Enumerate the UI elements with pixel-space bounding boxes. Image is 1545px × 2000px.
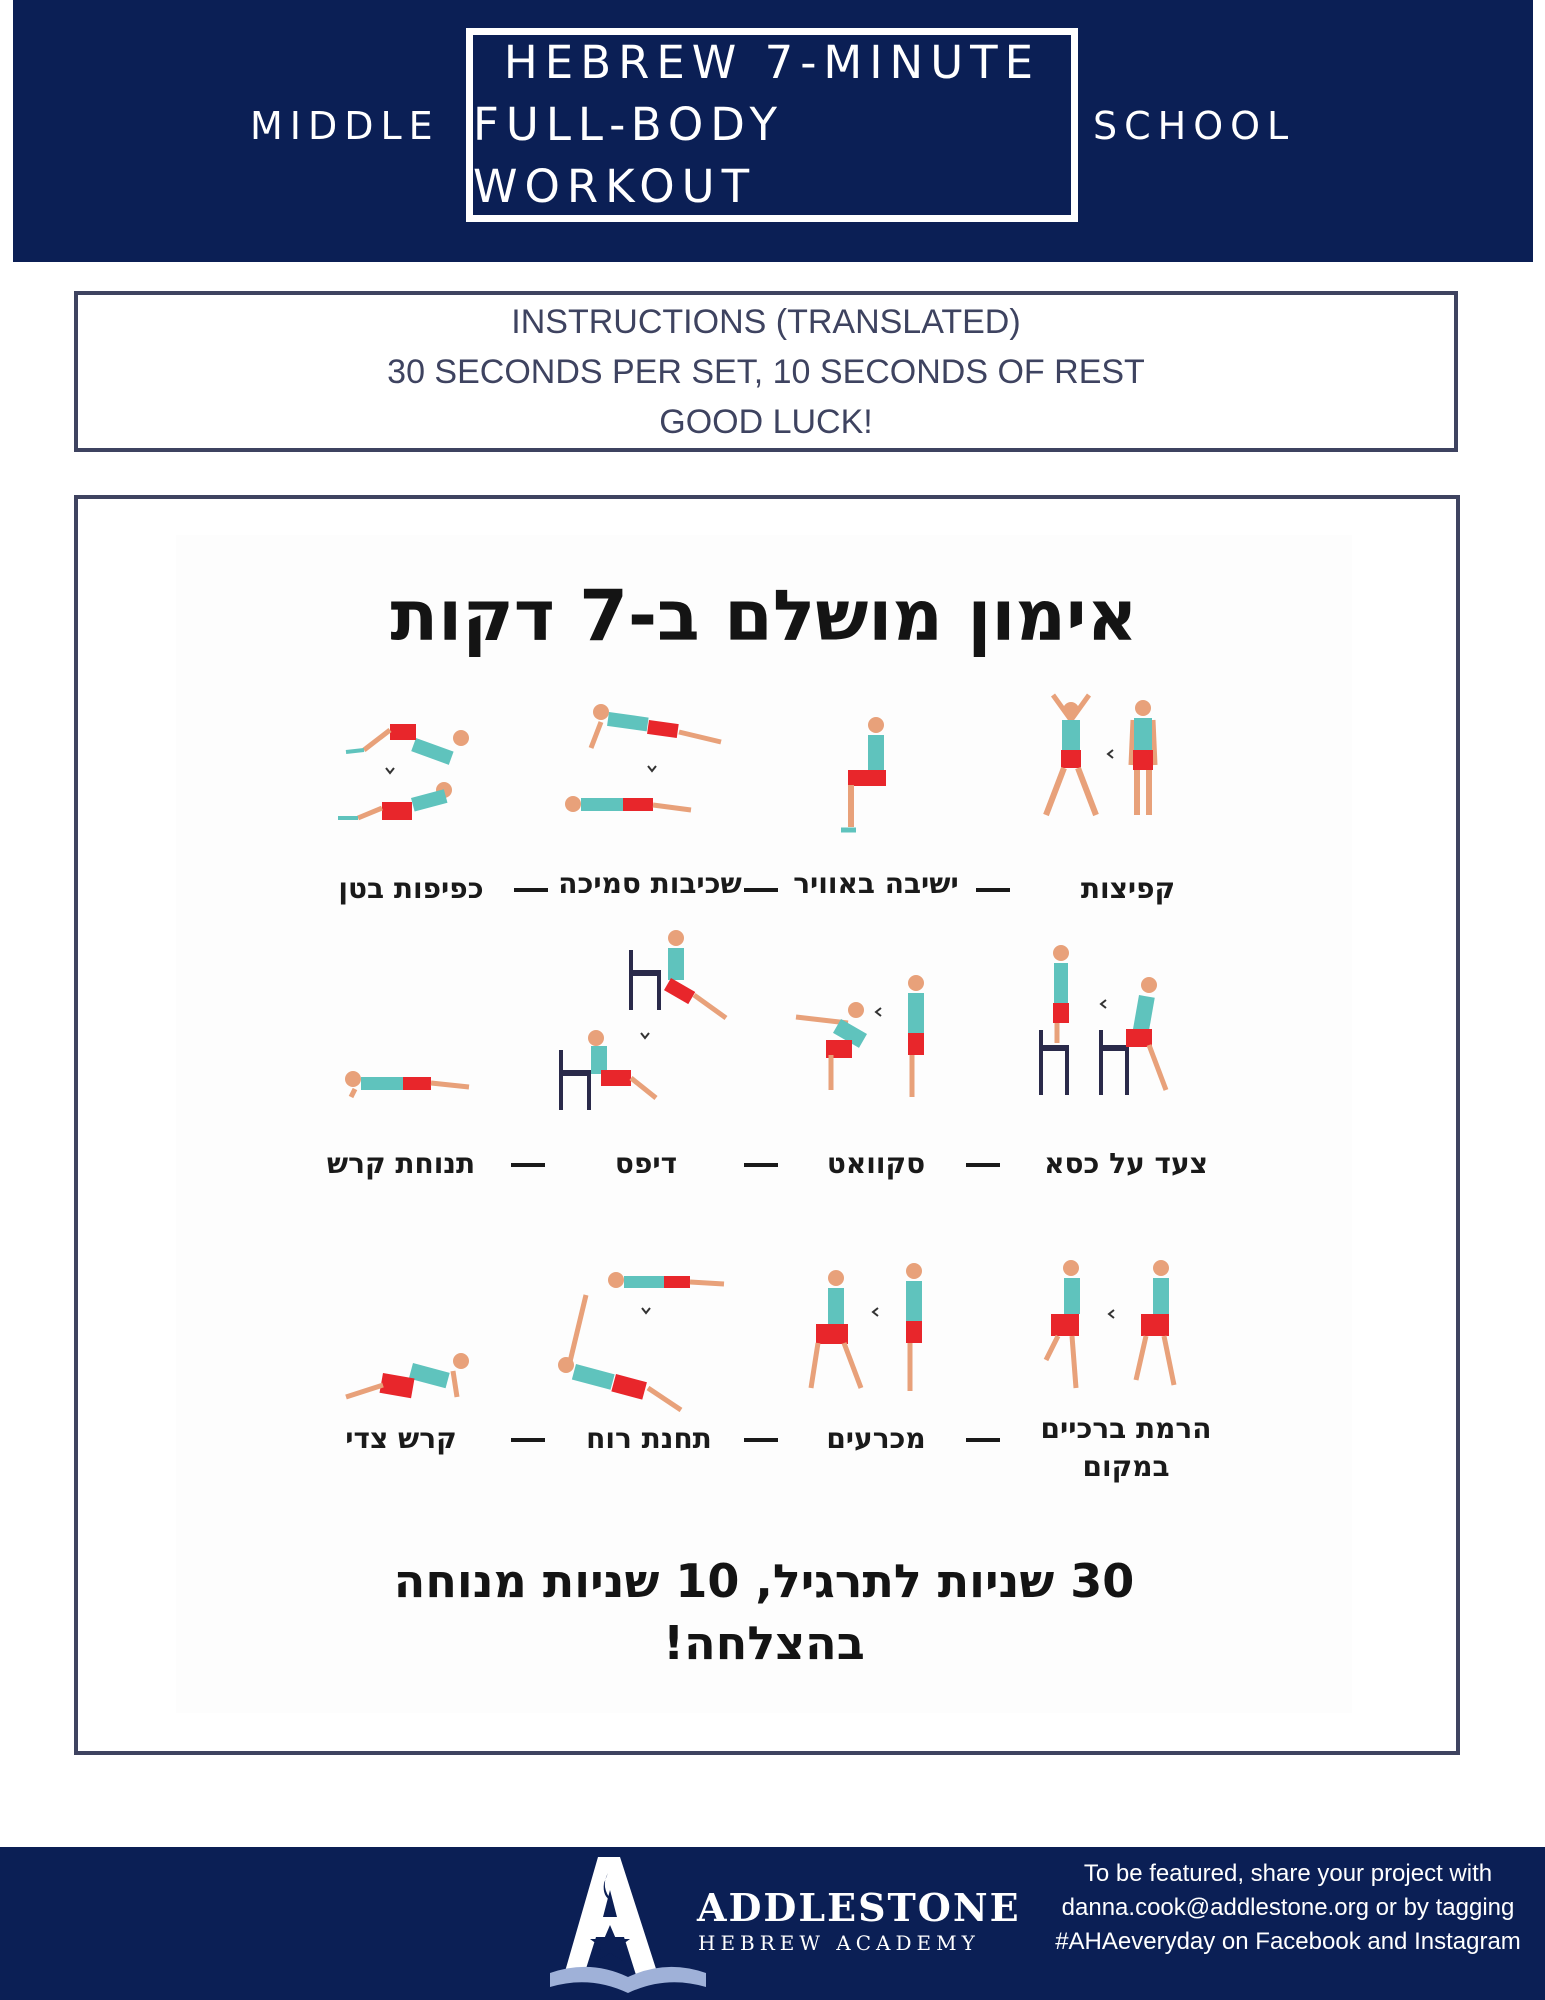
- squat-icon: [786, 975, 936, 1105]
- header-right-word: SCHOOL: [1093, 104, 1296, 148]
- addlestone-logo-icon: [548, 1855, 708, 2000]
- instructions-box: [74, 291, 1458, 452]
- exercise-label-step-up: צעד על כסא: [1044, 1147, 1208, 1180]
- plank-icon: [341, 1065, 481, 1105]
- push-up-rotation-icon: [556, 1270, 736, 1420]
- exercise-label-crunches: כפיפות בטן: [338, 872, 484, 905]
- header-title-line1: HEBREW 7-MINUTE: [503, 36, 1041, 89]
- exercise-connector: [744, 1163, 778, 1167]
- step-up-icon: [1031, 945, 1191, 1105]
- footer-banner: [0, 1847, 1545, 2000]
- exercise-label-lunges: מכרעים: [826, 1422, 926, 1455]
- exercise-label-jumping-jacks: קפיצות: [1080, 872, 1176, 905]
- exercise-label-squat: סקוואט: [826, 1147, 926, 1180]
- header-banner: [13, 0, 1533, 262]
- side-plank-icon: [341, 1345, 481, 1415]
- lunge-icon: [806, 1263, 936, 1403]
- jumping-jacks-icon: [1031, 690, 1181, 840]
- push-up-icon: [561, 700, 741, 840]
- header-title-line2: FULL-BODY WORKOUT: [473, 98, 784, 213]
- crunch-icon: [316, 710, 496, 840]
- header-title-box: [466, 28, 1078, 222]
- poster-bottom-text: [176, 1550, 1352, 1674]
- workout-poster: [176, 535, 1352, 1713]
- footer-share-note: To be featured, share your project with danna.cook@addlestone.org or by tagging #AHAeveryday on Facebook and Instagram: [1055, 1860, 1521, 1955]
- wall-sit-icon: [826, 715, 916, 840]
- poster-good-luck: בהצלחה!: [663, 1616, 865, 1670]
- exercise-label-push-up-rotation: תחנת רוח: [586, 1422, 712, 1455]
- poster-title: אימון מושלם ב-7 דקות: [390, 575, 1138, 657]
- exercise-label-wall-sit: ישיבה באוויר: [793, 867, 959, 900]
- exercise-connector: [744, 1438, 778, 1442]
- header-left-word: MIDDLE: [250, 104, 440, 148]
- exercise-connector: [511, 1163, 545, 1167]
- instructions-good-luck: GOOD LUCK!: [659, 402, 873, 441]
- logo-name: ADDLESTONE: [697, 1885, 1021, 1930]
- exercise-connector: [976, 888, 1010, 892]
- exercise-connector: [511, 1438, 545, 1442]
- exercise-connector: [514, 888, 548, 892]
- instructions-heading: INSTRUCTIONS (TRANSLATED): [511, 302, 1021, 341]
- triceps-dip-icon: [556, 930, 736, 1110]
- exercise-label-plank: תנוחת קרש: [326, 1147, 476, 1180]
- exercise-label-high-knees: הרמת ברכיים במקום: [1040, 1412, 1212, 1483]
- exercise-label-dips: דיפס: [614, 1147, 678, 1180]
- poster-timing-text: 30 שניות לתרגיל, 10 שניות מנוחה: [393, 1554, 1135, 1608]
- logo-subtitle: HEBREW ACADEMY: [698, 1931, 980, 1955]
- exercise-label-push-ups: שכיבות סמיכה: [558, 867, 742, 900]
- exercise-label-side-plank: קרש צדי: [345, 1422, 457, 1455]
- high-knees-icon: [1036, 1260, 1196, 1400]
- instructions-timing: 30 SECONDS PER SET, 10 SECONDS OF REST: [387, 352, 1145, 391]
